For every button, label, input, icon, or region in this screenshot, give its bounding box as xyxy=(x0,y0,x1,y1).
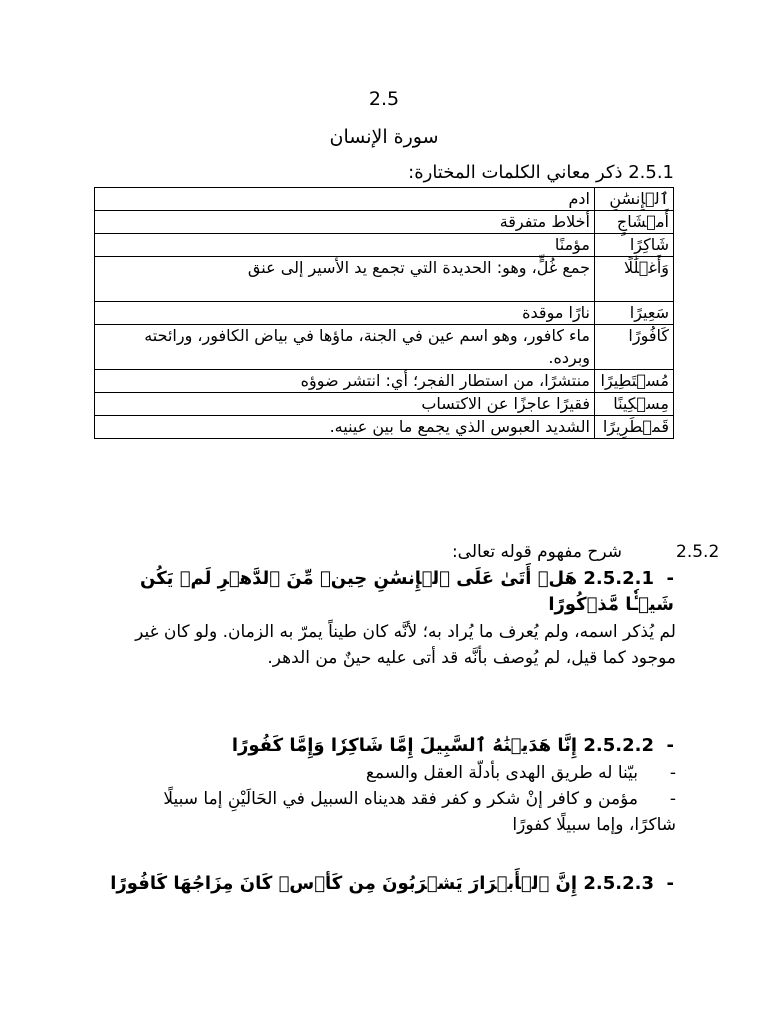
vocab-word: كَافُورًا xyxy=(595,325,674,370)
vocab-row xyxy=(95,257,674,302)
vocab-table xyxy=(94,187,674,439)
vocab-meaning: منتشرًا، من استطار الفجر؛ أي: انتشر ضوؤه xyxy=(95,370,595,393)
vocab-meaning: ماء كافور، وهو اسم عين في الجنة، ماؤها في بياض الكافور، ورائحته وبرده. xyxy=(95,325,595,370)
verse-2-point-2-text: مؤمن و كافر إنْ شكر و كفر فقد هديناه السبيل في الحَالَيْنِ إما سبيلًا شاكرًا، وإما سبيلًا كفورًا xyxy=(163,789,676,835)
vocab-meaning: فقيرًا عاجزًا عن الاكتساب xyxy=(95,393,595,416)
vocab-meaning: جمع غُلٍّ، وهو: الحديدة التي تجمع يد الأسير إلى عنق xyxy=(95,257,595,302)
explain-heading: شرح مفهوم قوله تعالى: xyxy=(451,542,622,562)
verse-2-number: 2.5.2.2 xyxy=(583,735,654,756)
verse-3-bullet: - xyxy=(653,873,674,894)
vocab-row xyxy=(95,302,674,325)
verse-1-explanation: لم يُذكر اسمه، ولم يُعرف ما يُراد به؛ لأنَّه كان طيناً يمرّ به الزمان. ولو كان غير موجود كما قيل، لم يُوصف بأنَّه قد أتى عليه حينٌ من الدهر. xyxy=(135,622,676,668)
vocab-row xyxy=(95,188,674,211)
verse-2-point-1-bullet: - xyxy=(669,763,676,783)
vocab-row xyxy=(95,234,674,257)
verse-2-point-2 xyxy=(124,786,676,838)
vocab-word: قَمۡطَرِيرًا xyxy=(595,416,674,439)
verse-1-text: هَلۡ أَتَىٰ عَلَى ٱلۡإِنسَٰنِ حِينٞ مِّنَ ٱلدَّهۡرِ لَمۡ يَكُن شَيۡـٔٗا مَّذۡكُورًا xyxy=(140,568,674,615)
vocab-word: ٱلۡإِنسَٰنِ xyxy=(595,188,674,211)
vocab-meaning: نارًا موقدة xyxy=(95,302,595,325)
explain-number: 2.5.2 xyxy=(676,542,720,562)
verse-1-bullet: - xyxy=(653,568,674,589)
vocab-meaning: ادم xyxy=(95,188,595,211)
vocab-word: مُسۡتَطِيرًا xyxy=(595,370,674,393)
verse-3-number: 2.5.2.3 xyxy=(583,873,654,894)
verse-2-point-2-bullet: - xyxy=(669,789,676,809)
vocab-word: أَمۡشَاجٍ xyxy=(595,211,674,234)
vocab-meaning: مؤمنًا xyxy=(95,234,595,257)
verse-1-number: 2.5.2.1 xyxy=(583,568,654,589)
verse-3-text: إِنَّ ٱلۡأَبۡرَارَ يَشۡرَبُونَ مِن كَأۡسٖ كَانَ مِزَاجُهَا كَافُورًا xyxy=(110,873,578,894)
verse-2-text: إِنَّا هَدَيۡنَٰهُ ٱلسَّبِيلَ إِمَّا شَاكِرٗا وَإِمَّا كَفُورًا xyxy=(231,735,578,756)
surah-title: سورة الإنسان xyxy=(329,126,439,148)
vocab-row xyxy=(95,416,674,439)
vocab-meaning: الشديد العبوس الذي يجمع ما بين عينيه. xyxy=(95,416,595,439)
vocab-row xyxy=(95,325,674,370)
verse-2-point-1-text: بيّنا له طريق الهدى بأدلّة العقل والسمع xyxy=(365,763,638,783)
verse-1 xyxy=(94,566,674,618)
vocab-row xyxy=(95,393,674,416)
vocab-word: شَاكِرًا xyxy=(595,234,674,257)
vocab-row xyxy=(95,370,674,393)
vocab-word: سَعِيرًا xyxy=(595,302,674,325)
vocab-heading: 2.5.1 ذكر معاني الكلمات المختارة: xyxy=(408,162,674,183)
verse-2-point-1 xyxy=(124,760,676,786)
verse-2-bullet: - xyxy=(653,735,674,756)
verse-3 xyxy=(94,871,674,897)
vocab-word: وَأَغۡلَٰلًا xyxy=(595,257,674,302)
verse-2 xyxy=(94,733,674,759)
vocab-row xyxy=(95,211,674,234)
vocab-meaning: أخلاط متفرقة xyxy=(95,211,595,234)
section-number: 2.5 xyxy=(368,88,400,110)
vocab-word: مِسۡكِينًا xyxy=(595,393,674,416)
